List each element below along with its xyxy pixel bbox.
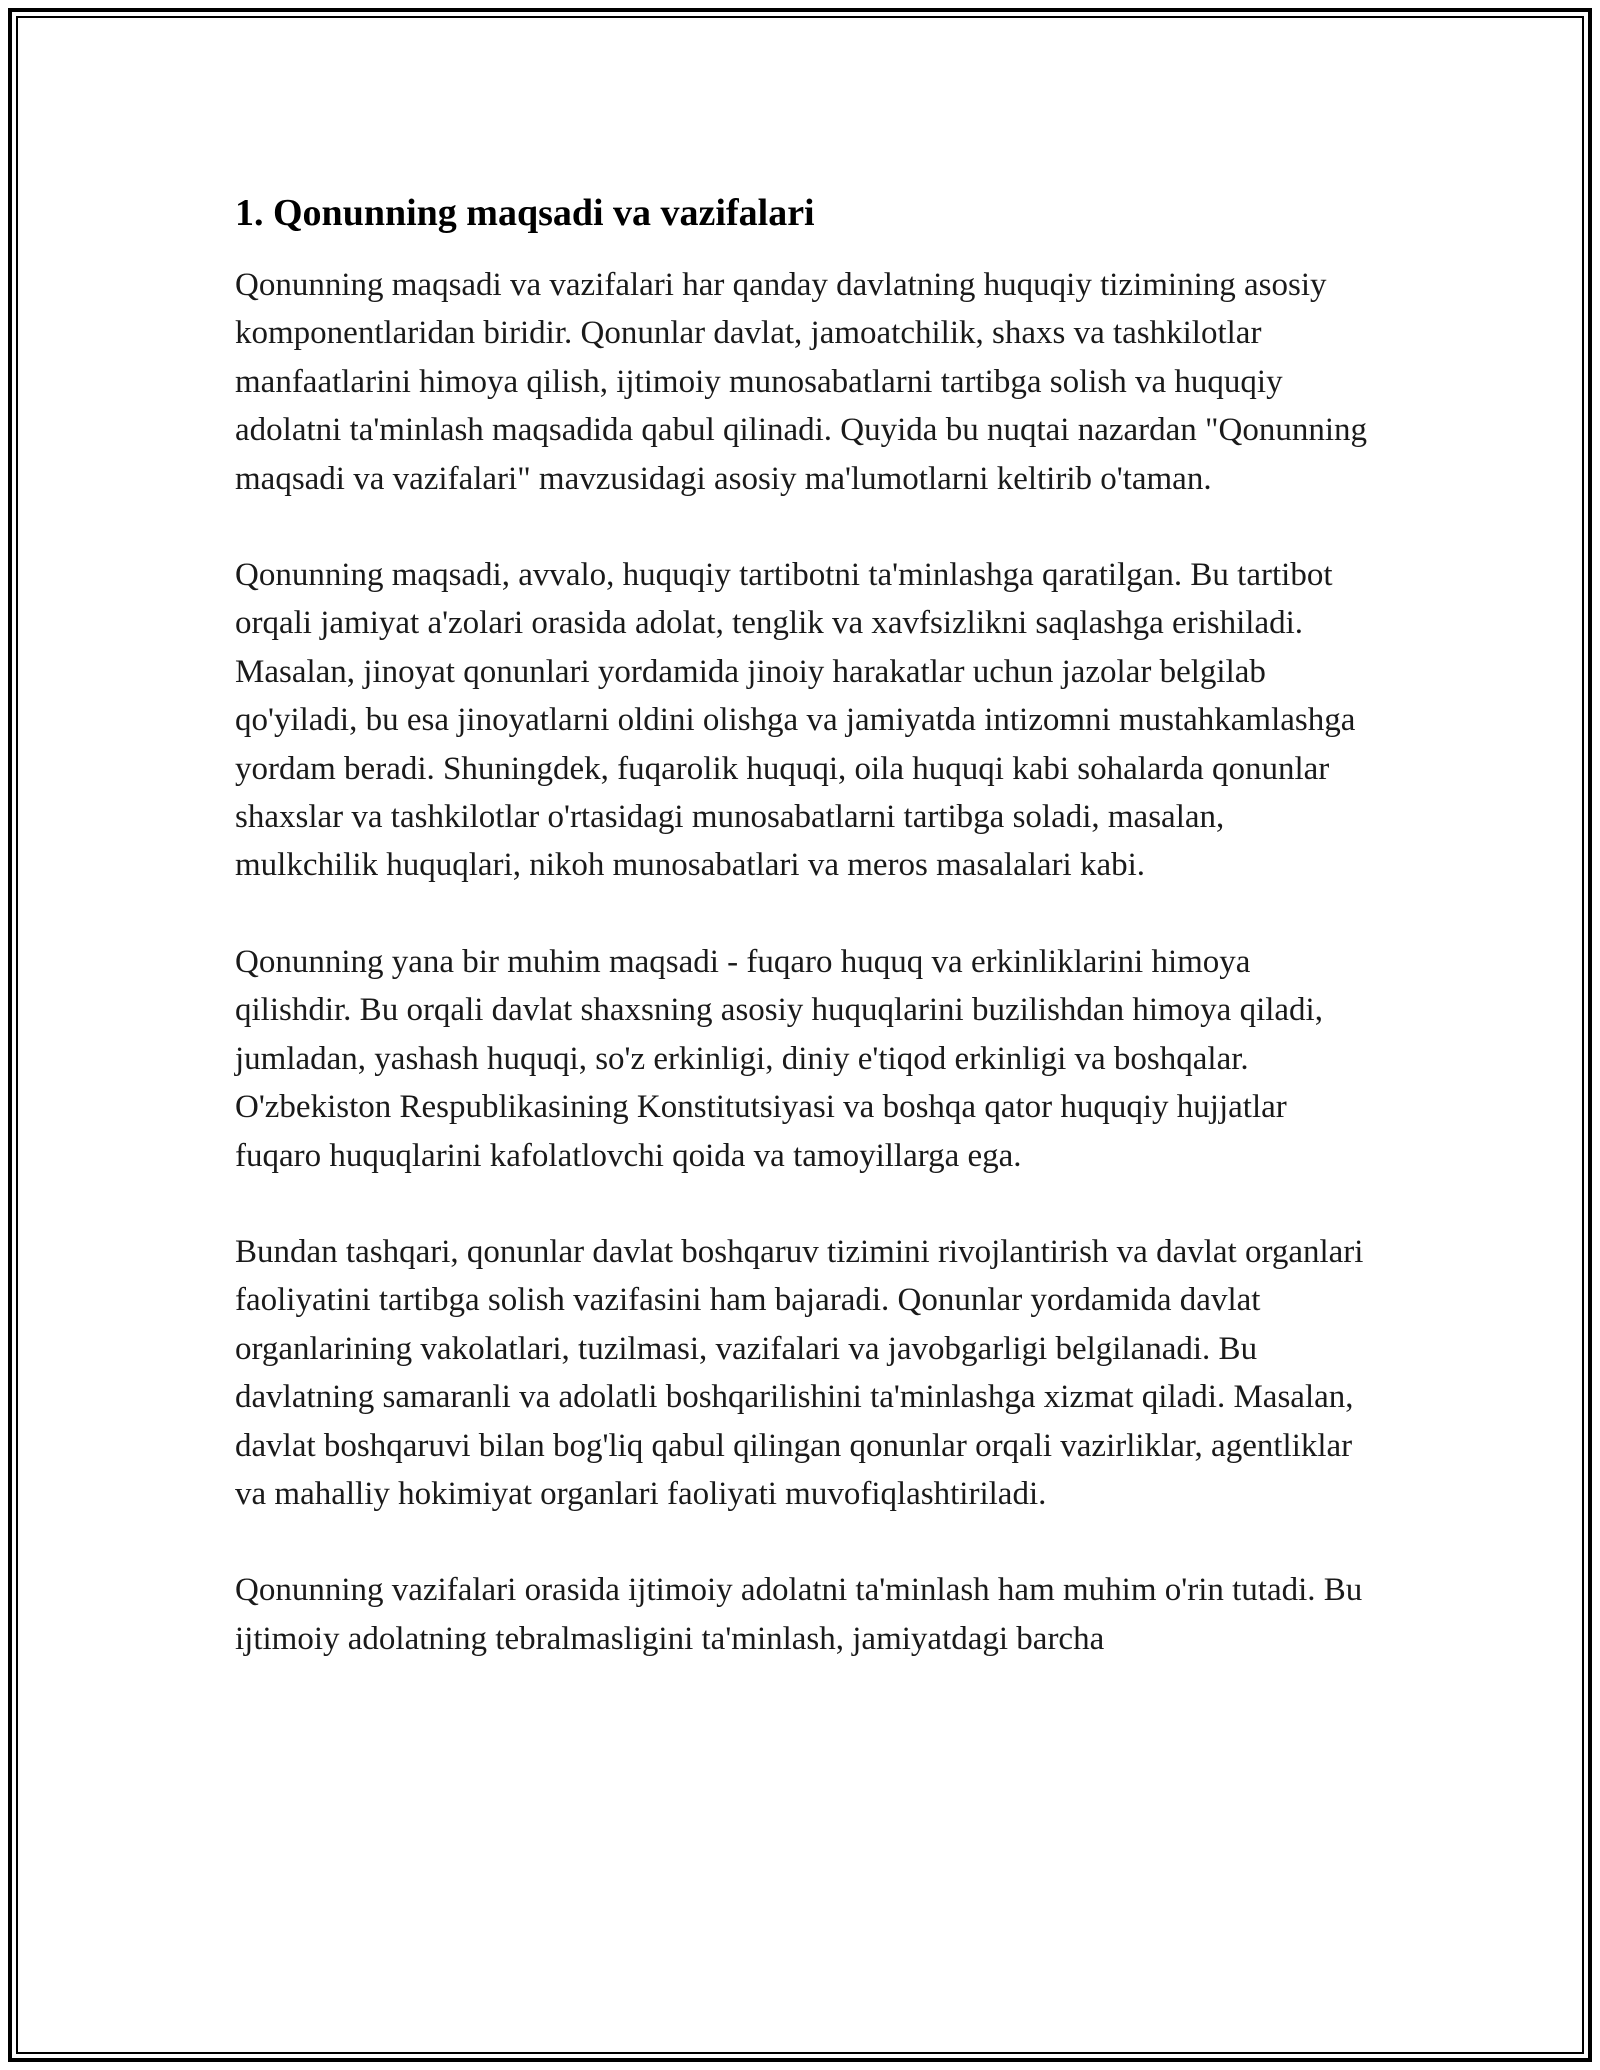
document-body [235, 185, 1370, 1711]
paragraph-4: Bundan tashqari, qonunlar davlat boshqaruv tizimini rivojlantirish va davlat organlari faoliyatini tartibga solish vazifasini ham bajaradi. Qonunlar yordamida davlat organlarining vakolatlari, tuzilmasi, vazifalari va javobgarligi belgilanadi. Bu davlatning samaranli va adolatli boshqarilishini ta'minlashga xizmat qiladi. Masalan, davlat boshqaruvi bilan bog'liq qabul qilingan qonunlar orqali vazirliklar, agentliklar va mahalliy hokimiyat organlari faoliyati muvofiqlashtiriladi. [235, 1233, 1364, 1512]
section-heading: 1. Qonunning maqsadi va vazifalari [235, 192, 815, 234]
paragraph-2: Qonunning maqsadi, avvalo, huquqiy tartibotni ta'minlashga qaratilgan. Bu tartibot orqali jamiyat a'zolari orasida adolat, tenglik va xavfsizlikni saqlashga erishiladi. Masalan, jinoyat qonunlari yordamida jinoiy harakatlar uchun jazolar belgilab qo'yiladi, bu esa jinoyatlarni oldini olishga va jamiyatda intizomni mustahkamlashga yordam beradi. Shuningdek, fuqarolik huquqi, oila huquqi kabi sohalarda qonunlar shaxslar va tashkilotlar o'rtasidagi munosabatlarni tartibga soladi, masalan, mulkchilik huquqlari, nikoh munosabatlari va meros masalalari kabi. [235, 557, 1356, 884]
paragraph-5: Qonunning vazifalari orasida ijtimoiy adolatni ta'minlash ham muhim o'rin tutadi. Bu ijtimoiy adolatning tebralmasligini ta'minlash, jamiyatdagi barcha [235, 1572, 1363, 1657]
paragraph-1: Qonunning maqsadi va vazifalari har qanday davlatning huquqiy tizimining asosiy komponentlaridan biridir. Qonunlar davlat, jamoatchilik, shaxs va tashkilotlar manfaatlarini himoya qilish, ijtimoiy munosabatlarni tartibga solish va huquqiy adolatni ta'minlash maqsadida qabul qilinadi. Quyida bu nuqtai nazardan "Qonunning maqsadi va vazifalari" mavzusidagi asosiy ma'lumotlarni keltirib o'taman. [235, 267, 1367, 497]
paragraph-3: Qonunning yana bir muhim maqsadi - fuqaro huquq va erkinliklarini himoya qilishdir. Bu orqali davlat shaxsning asosiy huquqlarini buzilishdan himoya qiladi, jumladan, yashash huquqi, so'z erkinligi, diniy e'tiqod erkinligi va boshqalar. O'zbekiston Respublikasining Konstitutsiyasi va boshqa qator huquqiy hujjatlar fuqaro huquqlarini kafolatlovchi qoida va tamoyillarga ega. [235, 943, 1323, 1174]
